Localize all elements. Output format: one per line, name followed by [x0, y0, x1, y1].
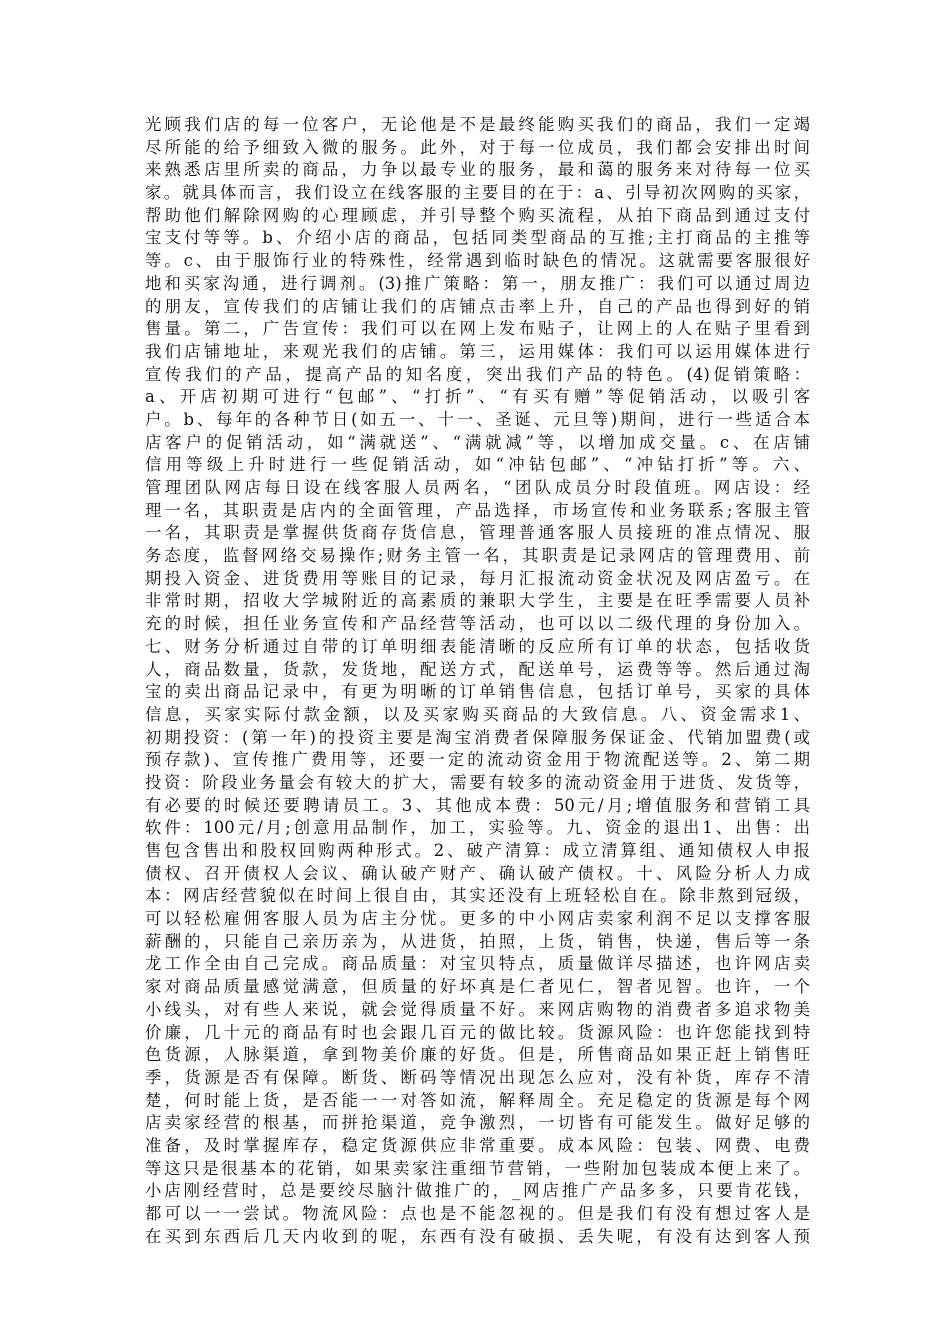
- text-line: 投资：阶段业务量会有较大的扩大，需要有较多的流动资金用于进货、发货等，: [145, 772, 810, 792]
- text-line: 债权、召开债权人会议、确认破产财产、确认破产债权。十、风险分析人力成: [145, 863, 810, 883]
- text-line: 我们店铺地址，来观光我们的店铺。第三，运用媒体：我们可以运用媒体进行: [145, 341, 810, 361]
- text-line: 店客户的促销活动，如“满就送”、“满就减”等，以增加成交量。c、在店铺: [145, 432, 810, 452]
- text-line: 信用等级上升时进行一些促销活动，如“冲钻包邮”、“冲钻打折”等。六、: [145, 455, 810, 475]
- text-line: 的朋友，宣传我们的店铺让我们的店铺点击率上升，自己的产品也得到好的销: [145, 296, 810, 316]
- text-line: 都可以一一尝试。物流风险：点也是不能忽视的。但是我们有没有想过客人是: [145, 1204, 810, 1223]
- text-line: 预存款)、宣传推广费用等，还要一定的流动资金用于物流配送等。2、第二期: [145, 750, 810, 770]
- text-line: 色货源，人脉渠道，拿到物美价廉的好货。但是，所售商品如果正赶上销售旺: [145, 1045, 810, 1065]
- text-line: 人，商品数量，货款，发货地，配送方式，配送单号，运费等等。然后通过淘: [145, 659, 810, 679]
- text-line: 地和买家沟通，进行调剂。(3)推广策略：第一，朋友推广：我们可以通过周边: [145, 273, 810, 293]
- text-line: 等。c、由于服饰行业的特殊性，经常遇到临时缺色的情况。这就需要客服很好: [145, 251, 810, 271]
- text-line: 初期投资：(第一年)的投资主要是淘宝消费者保障服务保证金、代销加盟费(或: [145, 727, 810, 747]
- text-line: 售包含售出和股权回购两种形式。2、破产清算：成立清算组、通知债权人申报: [145, 841, 810, 860]
- text-line: 可以轻松雇佣客服人员为店主分忧。更多的中小网店卖家利润不足以支撑客服: [145, 909, 810, 929]
- text-line: 小线头，对有些人来说，就会觉得质量不好。来网店购物的消费者多追求物美: [145, 999, 810, 1019]
- text-line: 七、财务分析通过自带的订单明细表能清晰的反应所有订单的状态，包括收货: [145, 636, 810, 656]
- text-line: 户。b、每年的各种节日(如五一、十一、圣诞、元旦等)期间，进行一些适合本: [145, 409, 810, 429]
- text-line: 在买到东西后几天内收到的呢，东西有没有破损、丢失呢，有没有达到客人预: [145, 1226, 810, 1246]
- text-line: 务态度，监督网络交易操作;财务主管一名，其职责是记录网店的管理费用、前: [145, 546, 810, 566]
- text-line: 宝支付等等。b、介绍小店的商品，包括同类型商品的互推;主打商品的主推等: [145, 228, 810, 248]
- text-line: 管理团队网店每日设在线客服人员两名，“团队成员分时段值班。网店设：经: [145, 478, 810, 497]
- text-line: a、开店初期可进行“包邮”、“打折”、“有买有赠”等促销活动，以吸引客: [145, 387, 810, 407]
- text-line: 家对商品质量感觉满意，但质量的好坏真是仁者见仁，智者见智。也许，一个: [145, 977, 810, 997]
- text-line: 帮助他们解除网购的心理顾虑，并引导整个购买流程，从拍下商品到通过支付: [145, 205, 810, 225]
- text-line: 非常时期，招收大学城附近的高素质的兼职大学生，主要是在旺季需要人员补: [145, 591, 810, 611]
- text-line: 软件：100元/月;创意用品制作，加工，实验等。九、资金的退出1、出售：出: [145, 818, 810, 838]
- text-line: 家。就具体而言，我们设立在线客服的主要目的在于：a、引导初次网购的买家，: [145, 183, 810, 203]
- text-line: 本：网店经营貌似在时间上很自由，其实还没有上班轻松自在。除非熬到冠级，: [145, 886, 810, 906]
- text-line: 楚，何时能上货，是否能一一对答如流，解释周全。充足稳定的货源是每个网: [145, 1090, 810, 1110]
- text-line: 宝的卖出商品记录中，有更为明晰的订单销售信息，包括订单号，买家的具体: [145, 682, 810, 702]
- text-line: 光顾我们店的每一位客户，无论他是不是最终能购买我们的商品，我们一定竭: [145, 115, 810, 134]
- text-line: 售量。第二，广告宣传：我们可以在网上发布贴子，让网上的人在贴子里看到: [145, 319, 810, 339]
- text-line: 充的时候，担任业务宣传和产品经营等活动，也可以以二级代理的身份加入。: [145, 614, 810, 634]
- text-line: 龙工作全由自己完成。商品质量：对宝贝特点，质量做详尽描述，也许网店卖: [145, 954, 810, 974]
- text-line: 信息，买家实际付款金额，以及买家购买商品的大致信息。八、资金需求1、: [145, 704, 810, 724]
- text-line: 价廉，几十元的商品有时也会跟几百元的做比较。货源风险：也许您能找到特: [145, 1022, 810, 1042]
- text-line: 准备，及时掌握库存，稳定货源供应非常重要。成本风险：包装、网费、电费: [145, 1135, 810, 1155]
- text-line: 店卖家经营的根基，而拼抢渠道，竞争激烈，一切皆有可能发生。做好足够的: [145, 1113, 810, 1133]
- text-line: 等这只是很基本的花销，如果卖家注重细节营销，一些附加包装成本便上来了。: [145, 1158, 810, 1178]
- document-body: [145, 114, 810, 1248]
- text-line: 尽所能的给予细致入微的服务。此外，对于每一位成员，我们都会安排出时间: [145, 137, 810, 157]
- text-line: 薪酬的，只能自己亲历亲为，从进货，拍照，上货，销售，快递，售后等一条: [145, 931, 810, 951]
- text-line: 一名，其职责是掌握供货商存货信息，管理普通客服人员接班的准点情况、服: [145, 523, 810, 543]
- text-line: 季，货源是否有保障。断货、断码等情况出现怎么应对，没有补货，库存不清: [145, 1067, 810, 1087]
- text-line: 宣传我们的产品，提高产品的知名度，突出我们产品的特色。(4)促销策略：: [145, 364, 810, 384]
- text-line: 小店刚经营时，总是要绞尽脑汁做推广的，_网店推广产品多多，只要肯花钱，: [145, 1181, 810, 1201]
- text-line: 期投入资金、进货费用等账目的记录，每月汇报流动资金状况及网店盈亏。在: [145, 568, 810, 588]
- text-line: 有必要的时候还要聘请员工。3、其他成本费：50元/月;增值服务和营销工具: [145, 795, 810, 815]
- text-line: 理一名，其职责是店内的全面管理，产品选择，市场宣传和业务联系;客服主管: [145, 500, 810, 520]
- text-line: 来熟悉店里所卖的商品，力争以最专业的服务，最和蔼的服务来对待每一位买: [145, 160, 810, 180]
